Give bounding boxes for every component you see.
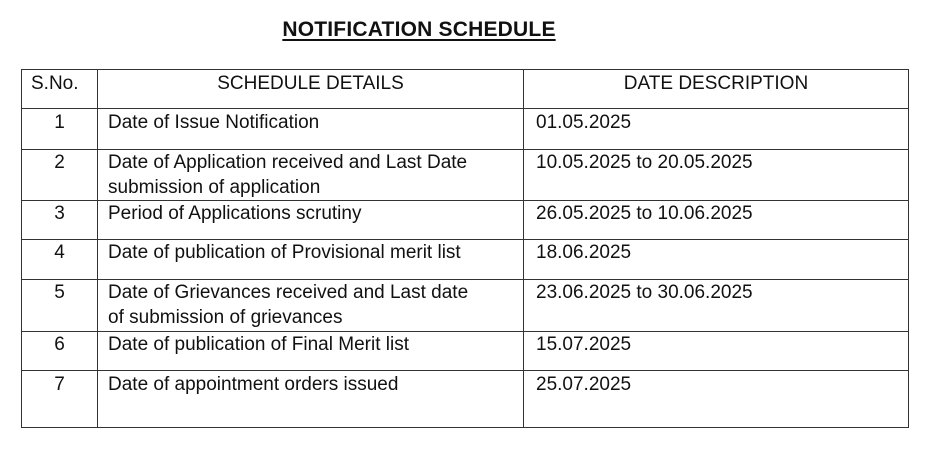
- row-date: 18.06.2025: [524, 240, 909, 280]
- table-row: [22, 150, 909, 201]
- header-date-description: DATE DESCRIPTION: [524, 70, 909, 109]
- row-sno: 7: [22, 371, 98, 428]
- row-date: 01.05.2025: [524, 109, 909, 150]
- row-date: 23.06.2025 to 30.06.2025: [524, 280, 909, 332]
- row-details: Date of Issue Notification: [98, 109, 524, 150]
- row-sno: 1: [22, 109, 98, 150]
- table-row: [22, 332, 909, 371]
- row-sno: 5: [22, 280, 98, 332]
- row-details: Date of publication of Final Merit list: [98, 332, 524, 371]
- row-details: Date of appointment orders issued: [98, 371, 524, 428]
- row-details: Date of Grievances received and Last date of submission of grievances: [98, 280, 524, 332]
- table-row: [22, 240, 909, 280]
- row-details: Date of Application received and Last Date submission of application: [98, 150, 524, 201]
- row-date: 26.05.2025 to 10.06.2025: [524, 201, 909, 240]
- row-sno: 2: [22, 150, 98, 201]
- notification-schedule-table: [21, 69, 909, 428]
- page-title: NOTIFICATION SCHEDULE: [282, 18, 556, 41]
- table-row: [22, 201, 909, 240]
- header-schedule-details: SCHEDULE DETAILS: [98, 70, 524, 109]
- row-sno: 3: [22, 201, 98, 240]
- row-date: 10.05.2025 to 20.05.2025: [524, 150, 909, 201]
- table-row: [22, 280, 909, 332]
- row-sno: 4: [22, 240, 98, 280]
- row-date: 15.07.2025: [524, 332, 909, 371]
- header-sno: S.No.: [22, 70, 98, 109]
- row-sno: 6: [22, 332, 98, 371]
- row-date: 25.07.2025: [524, 371, 909, 428]
- row-details: Date of publication of Provisional merit list: [98, 240, 524, 280]
- row-details: Period of Applications scrutiny: [98, 201, 524, 240]
- table-row: [22, 371, 909, 428]
- table-header-row: [22, 70, 909, 109]
- table-row: [22, 109, 909, 150]
